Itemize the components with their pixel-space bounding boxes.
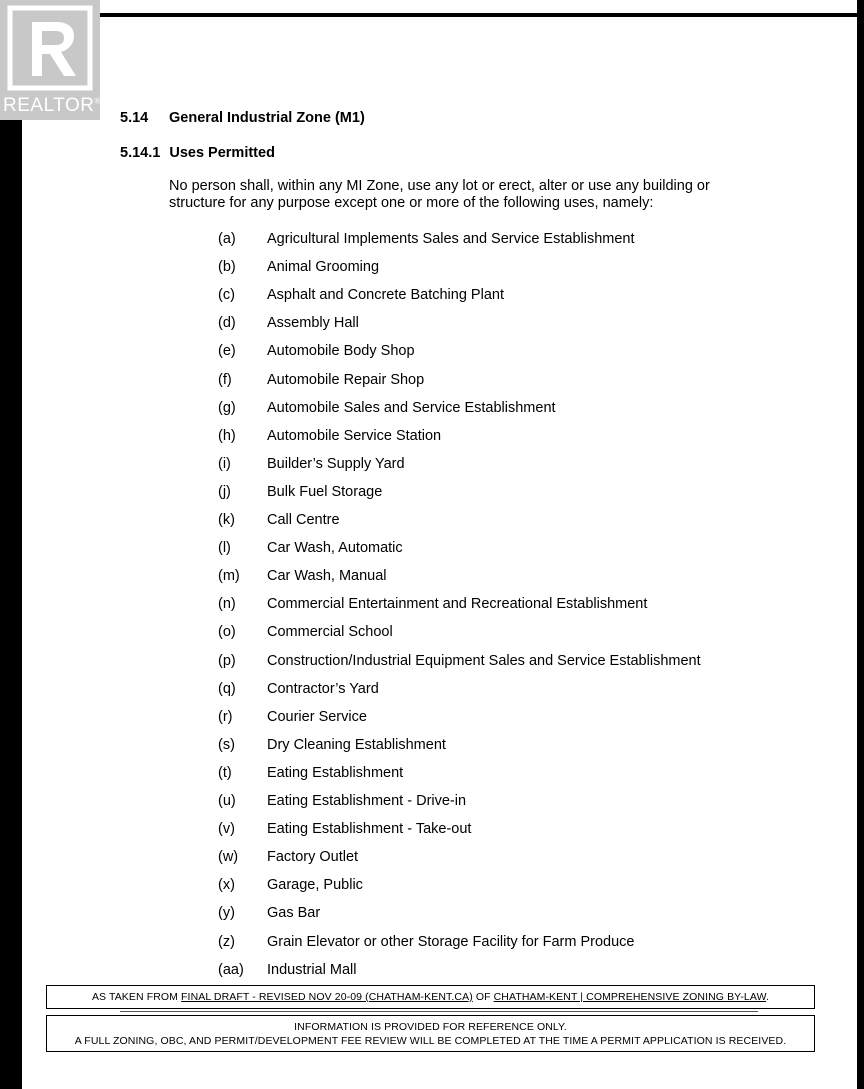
footer-divider (120, 1011, 758, 1012)
list-item-text: Agricultural Implements Sales and Service Establishment (267, 231, 635, 247)
source-citation-box: AS TAKEN FROM FINAL DRAFT - REVISED NOV 20-09 (CHATHAM-KENT.CA) OF CHATHAM-KENT | COMPREHENSIVE ZONING BY-LAW. (46, 985, 815, 1009)
list-item-label: (j) (218, 483, 231, 500)
list-item-label: (n) (218, 596, 236, 613)
list-item-label: (z) (218, 933, 235, 950)
list-item-text: Factory Outlet (267, 849, 359, 866)
list-item-text: Assembly Hall (267, 315, 359, 332)
list-item-text: Builder’s Supply Yard (267, 455, 405, 472)
section-number: 5.14 (120, 110, 149, 126)
disclaimer-line: A FULL ZONING, OBC, AND PERMIT/DEVELOPMENT FEE REVIEW WILL BE COMPLETED AT THE TIME A PERMIT APPLICATION IS RECEIVED. (74, 1035, 787, 1047)
list-item-label: (d) (218, 315, 236, 332)
list-item-label: (i) (218, 455, 231, 472)
list-item-label: (r) (218, 708, 233, 725)
list-item-label: (q) (218, 680, 236, 697)
list-item-label: (a) (218, 231, 236, 247)
list-item-label: (c) (218, 287, 235, 304)
list-item-label: (v) (218, 821, 235, 838)
list-item-label: (m) (218, 568, 240, 585)
section-heading (120, 110, 365, 126)
page-left-border (0, 0, 22, 1089)
disclaimer-line: INFORMATION IS PROVIDED FOR REFERENCE ONLY. (294, 1021, 567, 1033)
final-draft-link[interactable]: FINAL DRAFT - REVISED NOV 20-09 (CHATHAM-KENT.CA) (181, 991, 473, 1003)
list-item-text: Contractor’s Yard (267, 680, 379, 697)
intro-line: No person shall, within any MI Zone, use any lot or erect, alter or use any building or (169, 178, 710, 194)
list-item-text: Automobile Sales and Service Establishment (267, 399, 556, 416)
intro-line: structure for any purpose except one or more of the following uses, namely: (169, 195, 654, 211)
list-item-label: (w) (218, 849, 239, 866)
list-item-label: (p) (218, 652, 236, 669)
list-item-label: (l) (218, 540, 231, 557)
subsection-heading (120, 145, 275, 161)
list-item-label: (b) (218, 259, 236, 276)
list-item-text: Gas Bar (267, 905, 321, 922)
list-item-text: Automobile Body Shop (267, 343, 415, 360)
list-item-text: Automobile Repair Shop (267, 371, 425, 388)
subsection-number: 5.14.1 (120, 145, 161, 161)
intro-paragraph (169, 178, 769, 212)
list-item-text: Commercial School (267, 624, 393, 641)
realtor-wordmark: REALTOR® (3, 95, 101, 116)
list-item-text: Eating Establishment - Take-out (267, 821, 472, 838)
list-item-text: Construction/Industrial Equipment Sales and Service Establishment (267, 652, 701, 669)
realtor-r-icon (6, 4, 94, 92)
list-item-text: Courier Service (267, 708, 367, 725)
list-item-text: Dry Cleaning Establishment (267, 736, 446, 753)
list-item-text: Commercial Entertainment and Recreational Establishment (267, 596, 648, 613)
list-item-text: Car Wash, Manual (267, 568, 387, 585)
list-item-text: Car Wash, Automatic (267, 540, 403, 557)
disclaimer-box (46, 1015, 815, 1052)
subsection-title: Uses Permitted (169, 145, 275, 161)
header-rule (95, 13, 857, 17)
list-item-label: (g) (218, 399, 236, 416)
list-item-label: (s) (218, 736, 235, 753)
list-item-text: Grain Elevator or other Storage Facility for Farm Produce (267, 933, 635, 950)
list-item-label: (y) (218, 905, 235, 922)
list-item-label: (f) (218, 371, 232, 388)
page-right-border (857, 0, 864, 1089)
list-item-label: (x) (218, 877, 235, 894)
list-item-label: (e) (218, 343, 236, 360)
list-item-text: Garage, Public (267, 877, 363, 894)
list-item-label: (aa) (218, 961, 244, 978)
list-item-text: Asphalt and Concrete Batching Plant (267, 287, 504, 304)
list-item-label: (h) (218, 427, 236, 444)
list-item-label: (u) (218, 793, 236, 809)
list-item-text: Eating Establishment (267, 764, 404, 781)
section-title: General Industrial Zone (M1) (169, 110, 365, 126)
list-item-label: (k) (218, 512, 235, 528)
list-item-label: (t) (218, 764, 232, 781)
list-item-text: Eating Establishment - Drive-in (267, 793, 467, 809)
list-item-text: Automobile Service Station (267, 427, 442, 444)
realtor-logo (0, 0, 100, 120)
list-item-label: (o) (218, 624, 236, 641)
list-item-text: Bulk Fuel Storage (267, 483, 383, 500)
list-item-text: Call Centre (267, 512, 340, 528)
list-item-text: Animal Grooming (267, 259, 380, 276)
zoning-bylaw-link[interactable]: CHATHAM-KENT | COMPREHENSIVE ZONING BY-LAW (493, 991, 767, 1003)
list-item-text: Industrial Mall (267, 961, 357, 978)
